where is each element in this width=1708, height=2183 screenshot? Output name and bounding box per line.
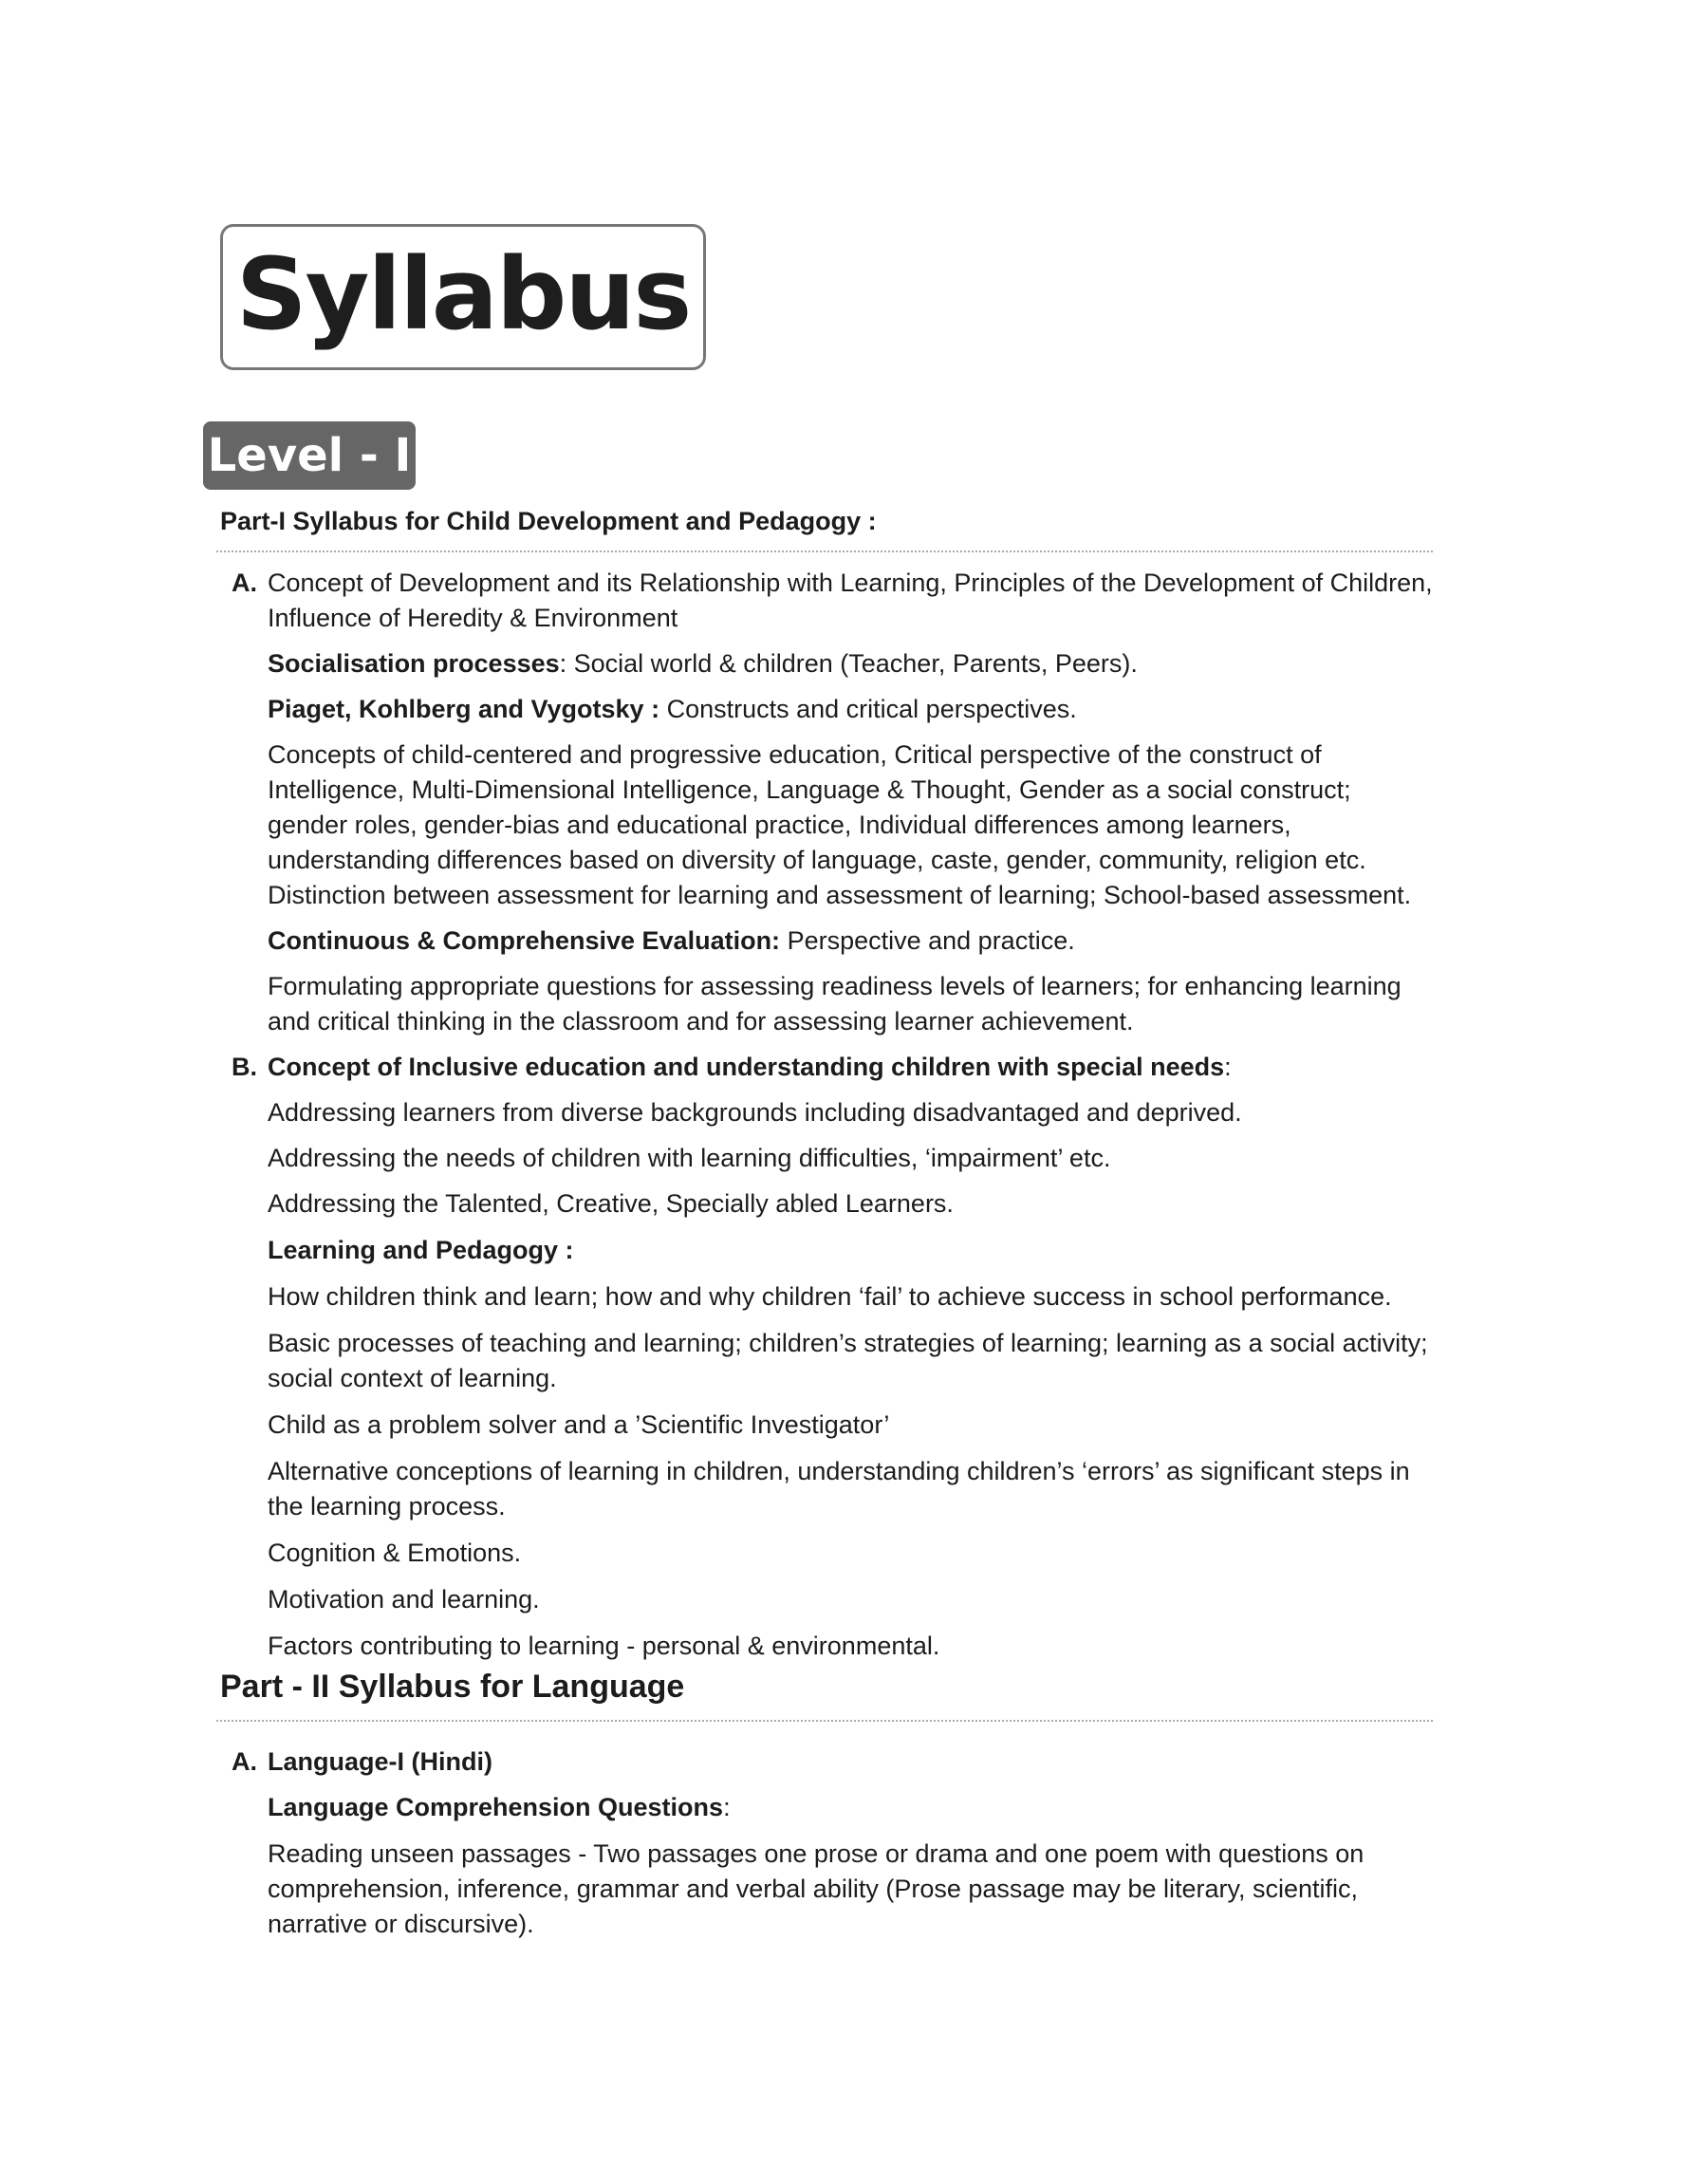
list-item: Addressing learners from diverse backgrounds including disadvantaged and deprived. [268, 1098, 1242, 1127]
list-item: Motivation and learning. [268, 1585, 540, 1614]
part1-section-a [232, 566, 1437, 1046]
list-item: Addressing the needs of children with learning difficulties, ‘impairment’ etc. [268, 1144, 1111, 1172]
language-heading: Language-I (Hindi) [268, 1747, 492, 1776]
section-a-body [268, 566, 1437, 1046]
section-b-body [268, 1050, 1437, 1670]
section-letter: B. [232, 1053, 257, 1081]
section-letter: A. [232, 1747, 257, 1776]
list-item: Child as a problem solver and a ’Scientific Investigator’ [268, 1410, 890, 1439]
socialisation-line [268, 646, 1437, 681]
piaget-label: Piaget, Kohlberg and Vygotsky : [268, 695, 660, 723]
learning-pedagogy-label: Learning and Pedagogy : [268, 1236, 574, 1264]
syllabus-title-box [220, 224, 706, 370]
comprehension-label-line [268, 1790, 1437, 1825]
part2-heading: Part - II Syllabus for Language [220, 1669, 685, 1705]
section-b-heading [268, 1050, 1437, 1085]
section-a-intro: Concept of Development and its Relationship with Learning, Principles of the Development of Children, Influence of Heredity & Environment [268, 569, 1433, 632]
cce-text: Perspective and practice. [780, 926, 1075, 955]
comprehension-colon: : [723, 1793, 731, 1821]
list-item: Cognition & Emotions. [268, 1539, 522, 1567]
list-item: How children think and learn; how and why children ‘fail’ to achieve success in school performance. [268, 1282, 1392, 1311]
page-title: Syllabus [235, 236, 691, 352]
formulating-paragraph: Formulating appropriate questions for assessing readiness levels of learners; for enhancing learning and critical thinking in the classroom and for assessing learner achievement. [268, 972, 1402, 1036]
socialisation-text: : Social world & children (Teacher, Parents, Peers). [559, 649, 1138, 678]
section-letter: A. [232, 569, 257, 597]
piaget-line [268, 692, 1437, 727]
part2-divider [216, 1720, 1433, 1722]
list-item: Alternative conceptions of learning in children, understanding children’s ‘errors’ as significant steps in the learning process. [268, 1457, 1410, 1521]
socialisation-label: Socialisation processes [268, 649, 560, 678]
part2-section-a [232, 1745, 1437, 1949]
piaget-text: Constructs and critical perspectives. [659, 695, 1077, 723]
part2-content [232, 1745, 1437, 1949]
section-b-heading-colon: : [1224, 1053, 1232, 1081]
part1-heading: Part-I Syllabus for Child Development and Pedagogy : [220, 507, 877, 535]
part1-divider [216, 550, 1433, 552]
part1-section-b [232, 1050, 1437, 1670]
level-label: Level - I [207, 429, 412, 482]
comprehension-label: Language Comprehension Questions [268, 1793, 724, 1821]
list-item: Factors contributing to learning - personal & environmental. [268, 1632, 940, 1660]
part2-section-a-body [268, 1745, 1437, 1949]
level-badge [203, 421, 416, 490]
list-item: Basic processes of teaching and learning; children’s strategies of learning; learning as a social activity; social context of learning. [268, 1329, 1428, 1392]
concepts-paragraph: Concepts of child-centered and progressive education, Critical perspective of the construct of Intelligence, Multi-Dimensional Intelligence, Language & Thought, Gender as a social construct; gender roles, gender-bias and educational practice, Individual differences among learners, understanding differences based on diversity of language, caste, gender, community, religion etc. Distinction between assessment for learning and assessment of learning; School-based assessment. [268, 740, 1412, 909]
list-item: Addressing the Talented, Creative, Specially abled Learners. [268, 1189, 954, 1218]
cce-label: Continuous & Comprehensive Evaluation: [268, 926, 781, 955]
cce-line [268, 924, 1437, 959]
part1-content [232, 566, 1437, 1670]
section-b-heading-text: Concept of Inclusive education and understanding children with special needs [268, 1053, 1225, 1081]
reading-paragraph: Reading unseen passages - Two passages one prose or drama and one poem with questions on comprehension, inference, grammar and verbal ability (Prose passage may be literary, scientific, narrative or discursive). [268, 1839, 1365, 1938]
